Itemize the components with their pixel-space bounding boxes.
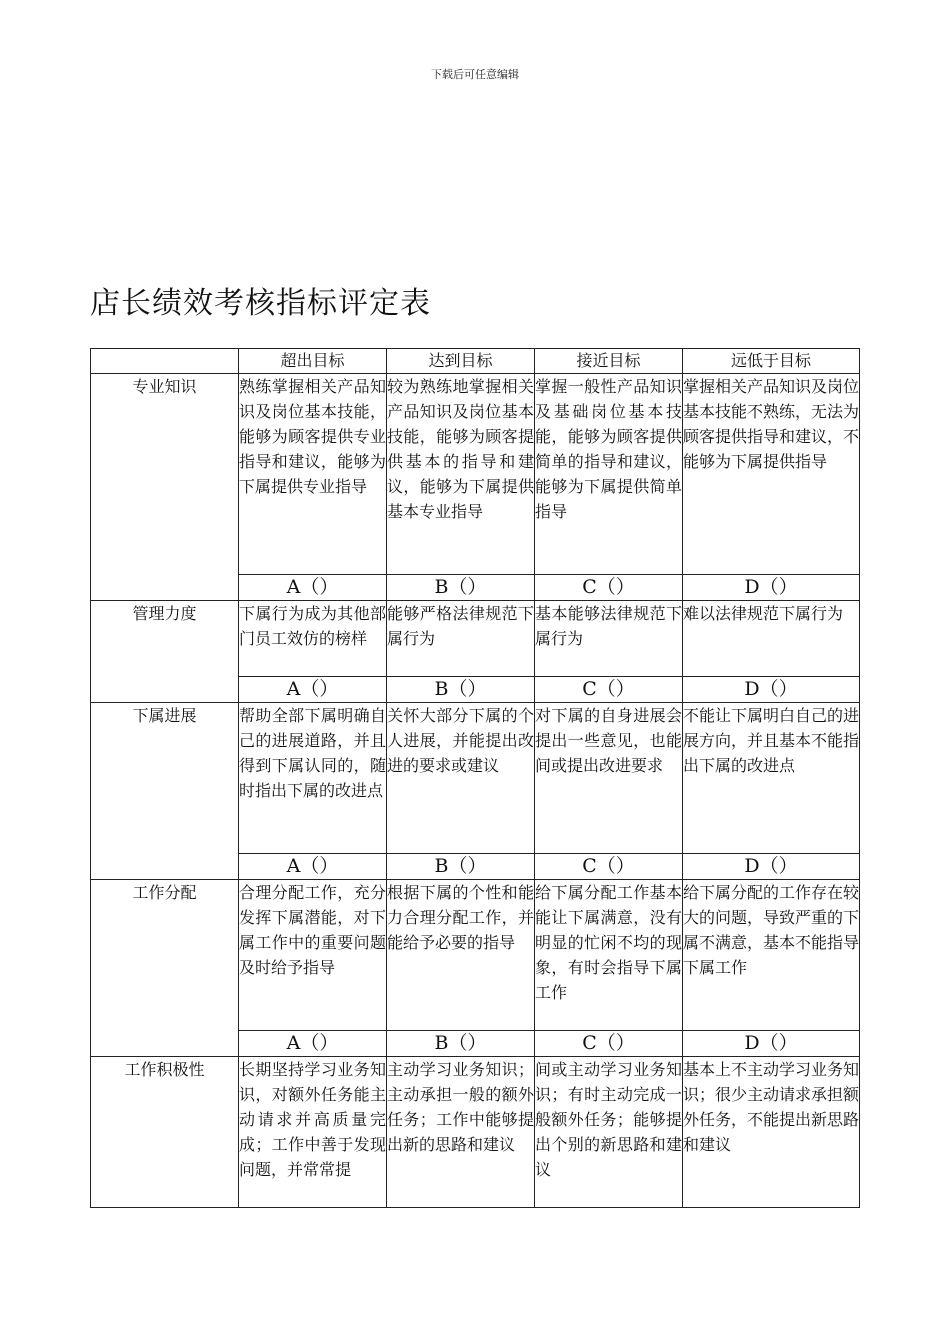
description-cell: 关怀大部分下属的个人进展，并能提出改进的要求或建议 — [387, 703, 535, 854]
description-cell: 基本能够法律规范下属行为 — [535, 601, 683, 677]
description-cell: 长期坚持学习业务知识，对额外任务能主动请求并高质量完成；工作中善于发现问题，并常常提 — [239, 1057, 387, 1208]
grade-option-b[interactable]: B（） — [387, 1031, 535, 1057]
description-cell: 给下属分配工作基本能让下属满意，没有明显的忙闲不均的现象，有时会指导下属工作 — [535, 880, 683, 1031]
description-cell: 熟练掌握相关产品知识及岗位基本技能，能够为顾客提供专业指导和建议，能够为下属提供专业指导 — [239, 374, 387, 575]
description-cell: 对下属的自身进展会提出一些意见，也能间或提出改进要求 — [535, 703, 683, 854]
description-cell: 下属行为成为其他部门员工效仿的榜样 — [239, 601, 387, 677]
header-note: 下载后可任意编辑 — [431, 68, 519, 81]
description-cell: 基本上不主动学习业务知识；很少主动请求承担额外任务，不能提出新思路和建议 — [683, 1057, 860, 1208]
criteria-row — [91, 374, 860, 575]
grade-option-b[interactable]: B（） — [387, 677, 535, 703]
description-cell: 间或主动学习业务知识；有时主动完成一般额外任务；能够提出个别的新思路和建议 — [535, 1057, 683, 1208]
grade-option-a[interactable]: A（） — [239, 1031, 387, 1057]
description-cell: 掌握一般性产品知识及基础岗位基本技能，能够为顾客提供简单的指导和建议，能够为下属提供简单指导 — [535, 374, 683, 575]
criteria-row — [91, 1057, 860, 1208]
description-cell: 难以法律规范下属行为 — [683, 601, 860, 677]
description-cell: 合理分配工作，充分发挥下属潜能，对下属工作中的重要问题及时给予指导 — [239, 880, 387, 1031]
grade-option-a[interactable]: A（） — [239, 677, 387, 703]
document-title: 店长绩效考核指标评定表 — [90, 286, 431, 321]
criteria-row — [91, 880, 860, 1031]
grade-option-c[interactable]: C（） — [535, 854, 683, 880]
column-header-empty — [91, 349, 239, 374]
description-cell: 较为熟练地掌握相关产品知识及岗位基本技能，能够为顾客提供基本的指导和建议，能够为下属提供基本专业指导 — [387, 374, 535, 575]
grade-option-d[interactable]: D（） — [683, 677, 860, 703]
grade-option-a[interactable]: A（） — [239, 854, 387, 880]
column-header-exceeds: 超出目标 — [239, 349, 387, 374]
category-cell: 工作积极性 — [91, 1057, 239, 1208]
criteria-row — [91, 703, 860, 854]
criteria-row — [91, 601, 860, 677]
grade-option-b[interactable]: B（） — [387, 575, 535, 601]
column-header-near: 接近目标 — [535, 349, 683, 374]
header-row — [91, 349, 860, 374]
description-cell: 给下属分配的工作存在较大的问题，导致严重的下属不满意，基本不能指导下属工作 — [683, 880, 860, 1031]
description-cell: 主动学习业务知识；主动承担一般的额外任务；工作中能够提出新的思路和建议 — [387, 1057, 535, 1208]
description-cell: 帮助全部下属明确自己的进展道路，并且得到下属认同的，随时指出下属的改进点 — [239, 703, 387, 854]
column-header-meets: 达到目标 — [387, 349, 535, 374]
grade-option-c[interactable]: C（） — [535, 575, 683, 601]
grade-option-b[interactable]: B（） — [387, 854, 535, 880]
column-header-far-below: 远低于目标 — [683, 349, 860, 374]
category-cell: 下属进展 — [91, 703, 239, 880]
description-cell: 不能让下属明白自己的进展方向，并且基本不能指出下属的改进点 — [683, 703, 860, 854]
grade-option-d[interactable]: D（） — [683, 575, 860, 601]
category-cell: 管理力度 — [91, 601, 239, 703]
grade-option-d[interactable]: D（） — [683, 1031, 860, 1057]
evaluation-table — [90, 348, 860, 1208]
grade-option-d[interactable]: D（） — [683, 854, 860, 880]
description-cell: 根据下属的个性和能力合理分配工作，并能给予必要的指导 — [387, 880, 535, 1031]
category-cell: 工作分配 — [91, 880, 239, 1057]
category-cell: 专业知识 — [91, 374, 239, 601]
grade-option-c[interactable]: C（） — [535, 677, 683, 703]
grade-option-c[interactable]: C（） — [535, 1031, 683, 1057]
grade-option-a[interactable]: A（） — [239, 575, 387, 601]
description-cell: 能够严格法律规范下属行为 — [387, 601, 535, 677]
description-cell: 掌握相关产品知识及岗位基本技能不熟练，无法为顾客提供指导和建议，不能够为下属提供指导 — [683, 374, 860, 575]
